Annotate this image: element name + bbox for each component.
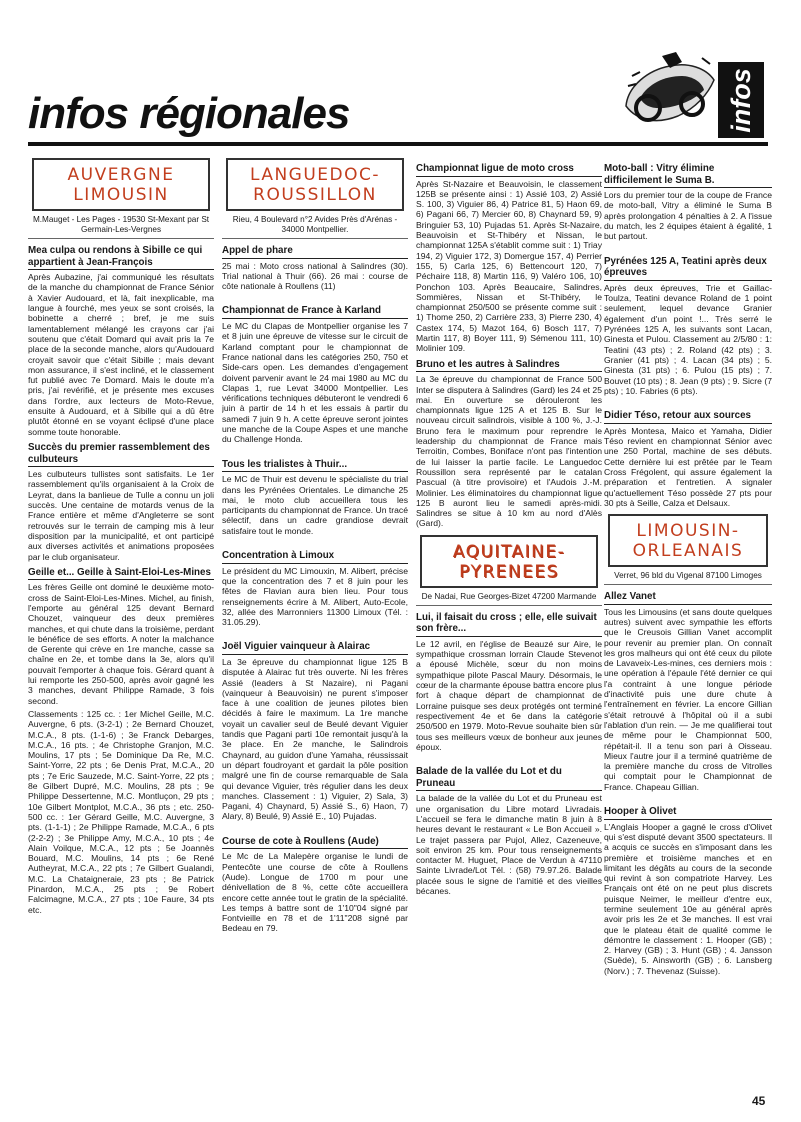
article-body: Les culbuteurs tullistes sont satisfaits. Le 1er rassemblement qu'ils organisaient à la Croix de Leyrat, dans la banlieue de Tulle a connu un joli succès. Une centaine de motards venus de la France entière et même d'Angleterre se sont retrouvés sur le terrain de camping mis à leur disposition par la municipalité, et ont participé aux diverses activités et animations proposées par le club organisateur. bbox=[28, 469, 214, 562]
article-body: Les frères Geille ont dominé le deuxième moto-cross de Saint-Eloi-Les-Mines. Michel, au finish, l'emporte au général 125 devant Bernard Chouzet, vainqueur des deux premières manches, et qui chute dans la troisième, perdant le bénéfice de ses efforts. A noter la malchance de Gerente qui crève en 1re manche, casse sa chaîne en 2e, et tombe dans la 3e, alors qu'il pouvait l'emporter à chaque fois. Gérard quant à lui remporte les 250-500, après avoir gagné les 3 manches, devant Philippe Ramade, 3 fois second. bbox=[28, 582, 214, 706]
article-headline: Didier Téso, retour aux sources bbox=[604, 410, 772, 424]
column-auvergne-limousin bbox=[28, 152, 214, 1112]
column-ligue-aquitaine bbox=[416, 152, 602, 1112]
article-body: Après Aubazine, j'ai communiqué les résultats de la manche du championnat de France Sénior à Xavier Audouard, et là, fait inexplicable, ma langue à fourché, mes yeux se sont croisés, la bobinette a cherré ; bref, je me suis lamentablement mélangé les crayons car j'ai soutenu que c'était Domard qui avait pris la 7e place de la seconde manche, alors qu'Audouard croyait savoir que c'était Sibille ; mais devant mon assurance, il s'est incliné, et le classement fut publié avec 7e Domard. Mais le doute m'a pris, j'ai revérifié, et je présente mes excuses dans l'ordre, aux lecteurs de Moto-Revue, ensuite à Audouard, et à Sibille qui a dû être plutôt étonné en se voyant éclipsé d'une place somme toute honorable. bbox=[28, 272, 214, 437]
article-headline: Championnat ligue de moto cross bbox=[416, 163, 602, 177]
page-number: 45 bbox=[752, 1094, 766, 1108]
region-address: Verret, 96 bld du Vigenal 87100 Limoges bbox=[604, 571, 772, 585]
article-headline: Lui, il faisait du cross ; elle, elle suivait son frère... bbox=[416, 612, 602, 637]
article-body: Lors du premier tour de la coupe de France de moto-ball, Vitry a éliminé le Suma B après prolongation 4 pénalties à 2. A l'issue du match, les 2 équipes étaient à égalité, 1 but partout. bbox=[604, 190, 772, 242]
article-headline: Balade de la vallée du Lot et du Pruneau bbox=[416, 766, 602, 791]
region-name-line: ORLEANAIS bbox=[632, 541, 744, 562]
article-body: Après St-Nazaire et Beauvoisin, le classement 125B se présente ainsi : 1) Assié 103, 2) Assié S. 100, 3) Viguier 86, 4) Patrice 81, 5) Haon 69, 6) Pagani 66, 7) Mercier 60, 8) Chaynard 59, 9) Bringuier 53, 10) Pujadas 51. Après St-Nazaire, Beauvoisin et St-Thibéry et Nissan, le championnat 125A s'établit comme suit : 1) Triay 194, 2) Viguier 172, 3) Domergue 157, 4) Perrier 155, 5) Carla 125, 6) Bettencourt 120, 7) Péchaire 118, 8) Martin 116, 9) Valéro 106, 10) Ponchon 103. Après Beaucaire, Salindres, Sommières, Nissan et St-Thibéry, le championnat 250/500 se présente comme suit : 1) Thome 250, 2) Carrière 233, 3) Pierre 230, 4) Castex 174, 5) Mazot 164, 6) Bosch 117, 7) Martin 117, 8) Boyer 111, 9) Sémenou 111, 10) Molinier 109. bbox=[416, 178, 602, 354]
region-header-aquitaine-pyrenees bbox=[420, 535, 598, 588]
region-name-line: PYRENEES bbox=[459, 561, 559, 582]
article-body: L'Anglais Hooper a gagné le cross d'Olivet qui s'est disputé devant 3500 spectateurs. Il a acquis ce succès en s'imposant dans les première et troisième manches et en limitant les dégâts au cours de la seconde qui revint à son compatriote Harvey. Les Français ont été on ne peut plus discrets puisque Neimer, le meilleur d'entre eux, termine seulement 10e au général après avoir pris les 2e et 3e manches. Il est vrai que le plateau était de qualité comme le démontre le classement : 1. Hooper (GB) ; 2. Harvey (GB) ; 3. Hunt (GB) ; 4. Jansson (Suède), 5. Ainsworth (GB) ; 6. Lansberg (Norv.) ; 7. Thevenaz (Suisse). bbox=[604, 821, 772, 976]
infos-logo: infos bbox=[718, 62, 764, 138]
article-body: La 3e épreuve du championnat de France 500 Inter se disputera à Salindres (Gard) les 24 et 25 mai. En ouverture se dérouleront les championnats ligue 125 A et 125 B. Sur le nouveau circuit salindrois, visible à 100 %, J.-J. Bruno fera le maximum pour reprendre le leadership du championnat de France mais Terroitin, Combes, Boniface n'ont pas l'intention de lui laisser la partie facile. Le Languedoc Roussillon sera représenté par le catalan Pascual (à titre provisoire) et l'Audois J.-M. Molinier. Les éliminatoires du championnat ligue 125 B auront lieu le samedi après-midi. Salindres se situe à 10 km au nord d'Alès (Gard). bbox=[416, 374, 602, 529]
article-body: 25 mai : Moto cross national à Salindres (30). Trial national à Thuir (66). 26 mai : course de côte nationale à Roullens (11) bbox=[222, 260, 408, 292]
article-headline: Bruno et les autres à Salindres bbox=[416, 359, 602, 373]
region-header-auvergne-limousin bbox=[32, 158, 210, 211]
column-languedoc-roussillon bbox=[222, 152, 408, 1112]
article-body: Tous les Limousins (et sans doute quelques autres) suivent avec sympathie les efforts que le Creusois Gillian Vanet accomplit pour revenir au premier plan. On connaît les gros malheurs qui ont été ceux du pilote de Lavaveix-Les-mines, ces derniers mois : une opération à l'épaule l'été dernier ce qui l'a contraint à une longue période d'inactivité puis une dure chute à l'entraînement en février. La encore Gillian s'était retrouvé à l'hôpital où il a subi l'ablation d'un rein. — Je me qualifierai tout de même pour le Championnat 500, répétait-il. Il a tenu son pari à Oisseau. Mieux l'autre jour il a terminé quatrième de la première manche du cross de Vitrolles qui comptait pour le Championnat de France. Chapeau Gillian. bbox=[604, 606, 772, 792]
article-headline: Championnat de France à Karland bbox=[222, 305, 408, 319]
article-headline: Hooper à Olivet bbox=[604, 806, 772, 820]
title-rule bbox=[28, 142, 768, 146]
column-limousin-orleanais bbox=[604, 152, 772, 1112]
article-body: Le président du MC Limouxin, M. Alibert, précise que la concentration des 7 et 8 juin pour les fêtes de Flavian aura bien lieu. Pour tous renseignements écrire à M. Alibert, Auto-Ecole, 32, allée des Marronniers 11300 Limoux (Tél. : 31.05.29). bbox=[222, 565, 408, 628]
article-headline: Joël Viguier vainqueur à Alairac bbox=[222, 641, 408, 655]
region-header-languedoc-roussillon bbox=[226, 158, 404, 211]
article-body: Le Mc de La Malepère organise le lundi de Pentecôte une course de côte à Roullens (Aude). Longue de 1700 m pour une dénivellation de 8 %, cette côte accueillera encore cette année tout le gratin de la spécialité. Les temps à battre sont de 1'10"04 signé par Fontvieille en 78 et de 1'11"208 signé par Bedeau en 79. bbox=[222, 851, 408, 934]
article-body: Le MC de Thuir est devenu le spécialiste du trial dans les Pyrénées Orientales. Le dimanche 25 mai, le moto club accueillera tous les participants du championnat de France. Un tracé sélectif, dans un cadre grandiose devrait satisfaire tout le monde. bbox=[222, 474, 408, 536]
page-title: infos régionales bbox=[28, 89, 350, 138]
article-headline: Appel de phare bbox=[222, 245, 408, 259]
article-headline: Concentration à Limoux bbox=[222, 550, 408, 564]
article-headline: Allez Vanet bbox=[604, 591, 772, 605]
article-body: La 3e épreuve du championnat ligue 125 B disputée à Alairac fut très ouverte. Ni les frères Assié (leaders à St Nazaire), ni Pagani (vainqueur à Beauvoisin) ne purent s'imposer face à une coalition de jeunes pilotes bien décidés à faire le maximum. La 1re manche voyait un cavalier seul de Beulé devant Viguier tandis que Pagani parti 10e remontait jusqu'à la 3e place. En 2e manche, le Salindrois Chaynard, au guidon d'une Yamaha, réussissait un départ foudroyant et gardait la pôle position malgré une fin de course remarquable de Sala qui devance Viguier, très régulier dans les deux manches. Classement : 1) Viguier, 2) Sala, 3) Pagani, 4) Chaynard, 5) Assié S., 6) Haon, 7) Alary, 8) Beulé, 9) Assié E., 10) Pujadas. bbox=[222, 656, 408, 822]
region-name-line: AQUITAINE- bbox=[452, 541, 566, 562]
article-body: Après deux épreuves, Trie et Gaillac-Toulza, Teatini devance Roland de 1 point seulement, lequel devance Granier également d'un point !... Très serré le Pyrénées 125 A, les suivants sont Lacan, Ginesta et Pulou. Classement au 2/5/80 : 1: Teatini (43 pts) ; 2. Roland (42 pts) ; 3. Granier (41 pts) ; 4. Lacan (34 pts) ; 5. Ginesta (31 pts) ; 6. Pulou (15 pts) ; 7. Bouvet (10 pts) ; 8. Jean (9 pts) ; 9. Sicre (7 pts) ; 10. Fabries (6 pts). bbox=[604, 282, 772, 396]
article-headline: Mea culpa ou rendons à Sibille ce qui appartient à Jean-François bbox=[28, 245, 214, 270]
region-name-line: LIMOUSIN- bbox=[636, 521, 740, 542]
article-headline: Moto-ball : Vitry élimine difficilement le Suma B. bbox=[604, 163, 772, 188]
region-name-line: LANGUEDOC- bbox=[249, 165, 381, 185]
region-header-limousin-orleanais bbox=[608, 514, 768, 567]
article-body: Le 12 avril, en l'église de Beauzé sur Aire, le sympathique crossman lorrain Claude Stevenot a épousé Michèle, sœur du non moins sympathique pilote Pascal Maury. Désormais, le cœur de la charmante épouse battra encore plus fort à chaque départ de championnat de Lorraine puisque ses deux protégés ont terminé respectivement 4e et 6e dans la catégorie 250/500 en 1979. Moto-Revue souhaite bien sûr tous ses meilleurs vœux de bonheur aux jeunes époux. bbox=[416, 638, 602, 752]
article-headline: Succès du premier rassemblement des culbuteurs bbox=[28, 442, 214, 467]
article-headline: Geille et... Geille à Saint-Eloi-Les-Mines bbox=[28, 567, 214, 581]
region-address: M.Mauget - Les Pages - 19530 St-Mexant par St Germain-Les-Vergnes bbox=[28, 215, 214, 239]
region-name-line: AUVERGNE bbox=[67, 165, 175, 185]
masthead bbox=[0, 0, 801, 148]
article-headline: Tous les trialistes à Thuir... bbox=[222, 459, 408, 473]
region-address: Rieu, 4 Boulevard n°2 Avides Près d'Arénas - 34000 Montpellier. bbox=[222, 215, 408, 239]
region-name-line: ROUSSILLON bbox=[253, 185, 377, 205]
article-body: La balade de la vallée du Lot et du Pruneau est une organisation du Libre motard Livradais. L'accueil se fera le dimanche matin 8 juin à 8 heures devant le restaurant « Le Bon Accueil ». Le trajet passera par Pujol, Allez, Cazeneuve, soit environ 25 km. Pour tous renseignements contacter M. Huguet, Place de Verdun à 47110 Sainte Livrade/Lot Tél. : (58) 79.97.26. Balade placée sous le signe de l'amitié et des vieilles bécanes. bbox=[416, 793, 602, 896]
motorcycle-rider-illustration bbox=[618, 46, 718, 130]
article-headline: Pyrénées 125 A, Teatini après deux épreuves bbox=[604, 256, 772, 281]
article-body: Après Montesa, Maico et Yamaha, Didier Téso revient en championnat Sénior avec une 250 Portal, machine de ses débuts. Cette dernière lui est prêtée par le Team Cross Frégolent, qui assure également la préparation et l'entretien. A signaler qu'actuellement Téso possède 27 pts pour 30 pts à Seille, Calza et Delsaux. bbox=[604, 425, 772, 508]
region-name-line: LIMOUSIN bbox=[73, 185, 169, 205]
article-results: Classements : 125 cc. : 1er Michel Geille, M.C. Auvergne, 6 pts. (3-2-1) ; 2e Bernard Chouzet, M.C.A., 8 pts. (1-1-6) ; 3e Franck Debarges, M.C.A., 16 pts. ; 4e Christophe Granjon, M.C. Moulins, 17 pts ; 5e Dominique Da Re, M.C. Saint-Yorre, 22 pts ; 6e Denis Prat, M.C.A., 20 pts ; 7e Eric Sauzede, M.C. Saint-Yorre, 22 pts ; 8e Gilbert Dupré, M.C. Moulins, 28 pts ; 9e Philippe Dessertenne, M.C. Montluçon, 29 pts ; 10e Gilbert Montplot, M.C.A., 36 pts ; etc. 250-500 cc. : 1er Gérard Geille, M.C. Auvergne, 3 pts. (1-1-1) ; 2e Philippe Ramade, M.C.A., 6 pts (2-2-2) ; 3e Philippe Amy, M.C.A., 10 pts ; 4e Alain Voilque, M.C.A., 12 pts ; 5e Joannès Bouard, M.C. Moulins, 14 pts ; 6e René Autheyrat, M.C.A., 22 pts ; 7e Gilbert Gualandi, M.C. La Chataigneraie, 23 pts ; 8e Patrick Pinardon, M.C.A., 25 pts ; 9e Robert Falcimagne, M.C.A., 27 pts ; 10e Faure, 34 pts etc. bbox=[28, 708, 214, 915]
region-address: De Nadai, Rue Georges-Bizet 47200 Marmande bbox=[416, 592, 602, 606]
article-headline: Course de cote à Roullens (Aude) bbox=[222, 836, 408, 850]
article-body: Le MC du Clapas de Montpellier organise les 7 et 8 juin une épreuve de vitesse sur le circuit de Karland comptant pour le championnat de France national dans les catégories 250, 750 et Side-cars open. Les demandes d'engagement doivent parvenir avant le 24 mai 1980 au MC du Clapas 1, rue Levat 34000 Montpellier. Les vérifications techniques débuteront le vendredi 6 juin à partir de 14 h et les essais à partir du samedi 7 juin 9 h. A cette épreuve seront jointes une manche de la Coupe Aspes et une manche du Challenge Honda. bbox=[222, 321, 408, 445]
